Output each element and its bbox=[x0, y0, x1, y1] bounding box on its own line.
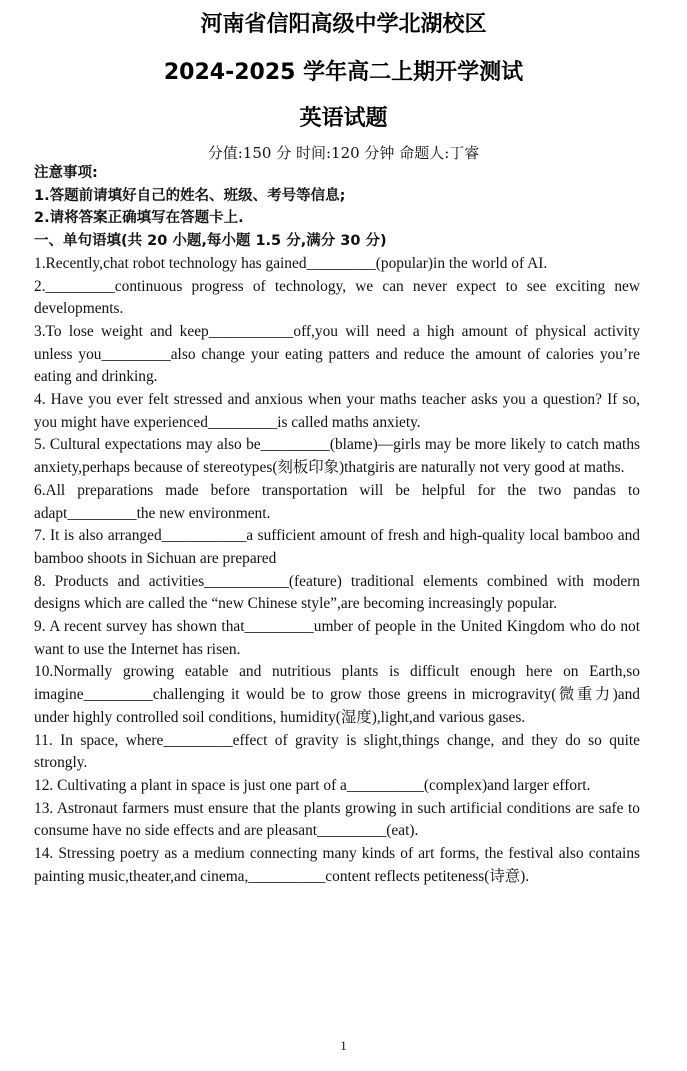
question-3: 3.To lose weight and keep___________off,you will need a high amount of physical activity unless you_________also change your eating patters and reduce the amount of calories you’re eating and drinking. bbox=[34, 322, 640, 386]
note-item: 1.答题前请填好自己的姓名、班级、考号等信息; bbox=[34, 187, 346, 204]
exam-meta-info: 分值:150 分 时间:120 分钟 命题人:丁睿 bbox=[207, 144, 480, 162]
exam-title: 2024-2025 学年高二上期开学测试 bbox=[163, 60, 524, 85]
school-title: 河南省信阳高级中学北湖校区 bbox=[200, 12, 487, 37]
question-9: 9. A recent survey has shown that_________umber of people in the United Kingdom who do not want to use the Internet has risen. bbox=[34, 618, 640, 658]
section-heading: 一、单句语填(共 20 小题,每小题 1.5 分,满分 30 分) bbox=[34, 233, 387, 250]
question-1: 1.Recently,chat robot technology has gained_________(popular)in the world of AI. bbox=[34, 254, 548, 272]
exam-body bbox=[34, 162, 640, 889]
subject-title: 英语试题 bbox=[299, 106, 388, 131]
question-5: 5. Cultural expectations may also be_________(blame)—girls may be more likely to catch maths anxiety,perhaps because of stereotypes(刻板印象)thatgiris are naturally not very good at maths. bbox=[34, 436, 640, 477]
question-7: 7. It is also arranged___________a sufficient amount of fresh and high-quality local bamboo and bamboo shoots in Sichuan are prepared bbox=[34, 527, 640, 567]
page-number: 1 bbox=[340, 1038, 347, 1053]
question-10: 10.Normally growing eatable and nutritious plants is difficult enough here on Earth,so imagine_________challenging it would be to grow those greens in microgravity(微重力)and under highly controlled soil conditions, humidity(湿度),light,and various gases. bbox=[34, 663, 640, 726]
question-14: 14. Stressing poetry as a medium connecting many kinds of art forms, the festival also contains painting music,theater,and cinema,__________content reflects petiteness(诗意). bbox=[34, 845, 640, 885]
question-13: 13. Astronaut farmers must ensure that the plants growing in such artificial conditions are safe to consume have no side effects and are pleasant_________(eat). bbox=[34, 799, 640, 840]
question-2: 2._________continuous progress of technology, we can never expect to see exciting new developments. bbox=[34, 277, 640, 318]
question-8: 8. Products and activities___________(feature) traditional elements combined with modern designs which are called the “new Chinese style”,are becoming increasingly popular. bbox=[34, 572, 640, 613]
question-12: 12. Cultivating a plant in space is just one part of a__________(complex)and larger effort. bbox=[34, 776, 591, 794]
question-11: 11. In space, where_________effect of gravity is slight,things change, and they do so quite strongly. bbox=[34, 731, 640, 772]
notes-heading: 注意事项: bbox=[34, 165, 98, 181]
question-6: 6.All preparations made before transportation will be helpful for the two pandas to adapt_________the new environment. bbox=[34, 481, 640, 522]
note-item: 2.请将答案正确填写在答题卡上. bbox=[34, 210, 244, 227]
question-4: 4. Have you ever felt stressed and anxious when your maths teacher asks you a question? If so, you might have experienced_________is called maths anxiety. bbox=[34, 391, 640, 431]
